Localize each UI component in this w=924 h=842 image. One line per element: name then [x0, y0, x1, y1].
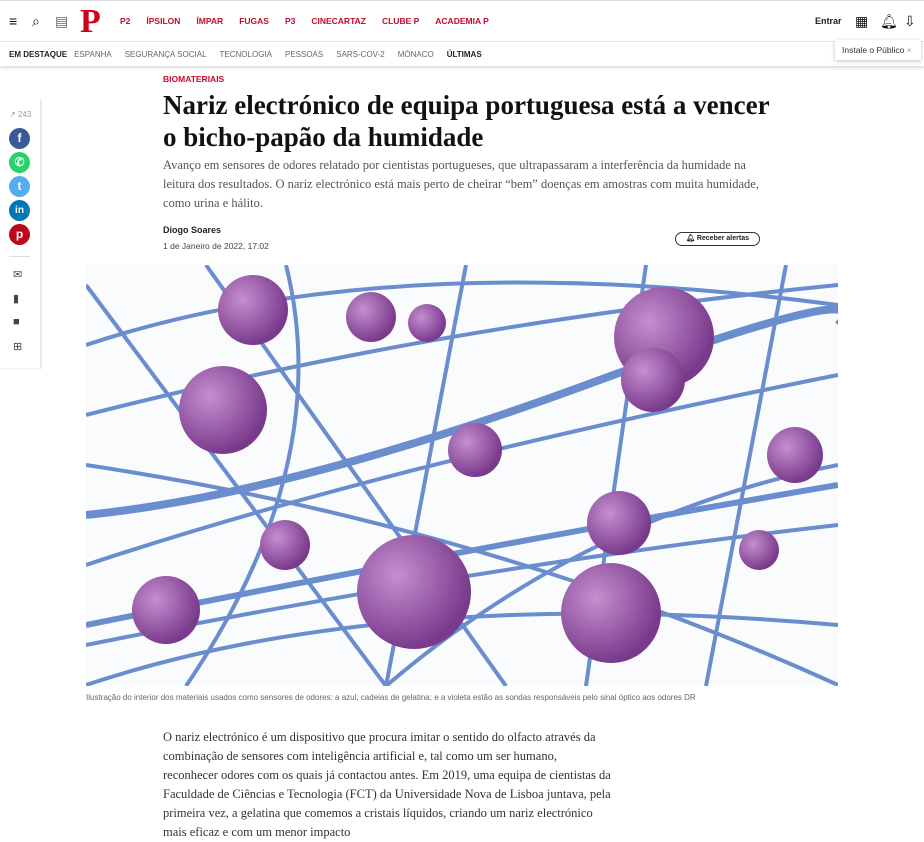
- article-title: Nariz electrónico de equipa portuguesa está a vencer o bicho-papão da humidade: [163, 90, 770, 152]
- install-tooltip[interactable]: [835, 40, 921, 60]
- share-count-value: 243: [17, 110, 32, 119]
- whatsapp-icon[interactable]: ✆: [9, 152, 30, 173]
- menu-icon[interactable]: ≡: [9, 13, 18, 29]
- subnav-espanha[interactable]: ESPANHA: [74, 49, 112, 59]
- publico-logo[interactable]: P: [80, 3, 101, 40]
- subnav-seguranca-social[interactable]: SEGURANÇA SOCIAL: [124, 49, 207, 59]
- nav-academia-p[interactable]: ACADEMIA P: [435, 16, 489, 26]
- twitter-icon[interactable]: t: [9, 176, 30, 197]
- gift-icon[interactable]: ⊞: [13, 341, 23, 353]
- alerts-label: Receber alertas: [696, 235, 749, 242]
- article-kicker[interactable]: BIOMATERIAIS: [163, 74, 225, 84]
- install-tooltip-text: Instale o Público: [842, 45, 905, 55]
- search-icon[interactable]: ⌕: [32, 13, 40, 29]
- close-icon[interactable]: ×: [906, 45, 912, 55]
- sub-nav: [0, 42, 924, 66]
- nav-impar[interactable]: ÍMPAR: [196, 16, 224, 26]
- newspaper-icon[interactable]: ▤: [55, 13, 69, 29]
- gelatin-illustration: [86, 265, 838, 686]
- subnav-tecnologia[interactable]: TECNOLOGIA: [219, 49, 272, 59]
- bell-icon: 🔔︎: [686, 235, 695, 242]
- divider: [9, 256, 30, 257]
- fibers: [86, 265, 838, 686]
- subnav-ultimas[interactable]: ÚLTIMAS: [446, 49, 482, 59]
- nav-p2[interactable]: P2: [120, 16, 131, 26]
- nav-ipsilon[interactable]: ÍPSILON: [146, 16, 181, 26]
- login-link[interactable]: Entrar: [815, 16, 842, 26]
- image-caption: Ilustração do interior dos materiais usados como sensores de odores: a azul, cadeias de gelatina; e a violeta estão as sondas responsáveis pelo sinal óptico aos odores DR: [86, 693, 696, 702]
- bookmark-icon[interactable]: ▮: [13, 293, 20, 305]
- subnav-sars-cov-2[interactable]: SARS-COV-2: [336, 49, 385, 59]
- subnav-pessoas[interactable]: PESSOAS: [284, 49, 324, 59]
- pinterest-icon[interactable]: p: [9, 224, 30, 245]
- facebook-icon[interactable]: f: [9, 128, 30, 149]
- nav-fugas[interactable]: FUGAS: [239, 16, 269, 26]
- bell-icon[interactable]: 🔔︎: [880, 13, 898, 29]
- qr-code-icon[interactable]: ▦: [855, 13, 869, 29]
- share-bar: [0, 100, 41, 368]
- top-bar: [0, 0, 924, 42]
- article-body: O nariz electrónico é um dispositivo que procura imitar o sentido do olfacto através da combinação de sensores com inteligência artificial e, tal como um ser humano, reconhecer odores com os quais já contactou antes. Em 2019, uma equipa de cientistas da Faculdade de Ciências e Tecnologia (FCT) da Universidade Nova de Lisboa juntava, pela primeira vez, a gelatina que comemos a cristais líquidos, criando um nariz electrónico mais eficaz e com um menor impacto: [163, 730, 611, 839]
- hero-image: [86, 265, 838, 686]
- comment-icon[interactable]: ■: [13, 316, 20, 328]
- email-icon[interactable]: ✉: [13, 269, 23, 281]
- article-lead: Avanço em sensores de odores relatado por cientistas portugueses, que ultrapassaram a interferência da humidade na leitura dos resultados. O nariz electrónico está mais perto de cheirar “bem” doenças em amostras com muita humidade, como urina e hálito.: [163, 158, 759, 210]
- nav-cinecartaz[interactable]: CINECARTAZ: [311, 16, 366, 26]
- publish-date: 1 de Janeiro de 2022, 17:02: [163, 241, 269, 251]
- subnav-em-destaque: EM DESTAQUE: [9, 49, 68, 59]
- author-name[interactable]: Diogo Soares: [163, 225, 222, 235]
- receive-alerts-button[interactable]: [675, 232, 760, 246]
- main-nav: [120, 16, 489, 26]
- nav-p3[interactable]: P3: [284, 16, 296, 26]
- share-count: ↗ 243: [9, 110, 32, 119]
- nav-clube-p[interactable]: CLUBE P: [381, 16, 420, 26]
- linkedin-icon[interactable]: in: [9, 200, 30, 221]
- subnav-monaco[interactable]: MÓNACO: [397, 49, 434, 59]
- install-icon[interactable]: ⇩: [904, 13, 916, 29]
